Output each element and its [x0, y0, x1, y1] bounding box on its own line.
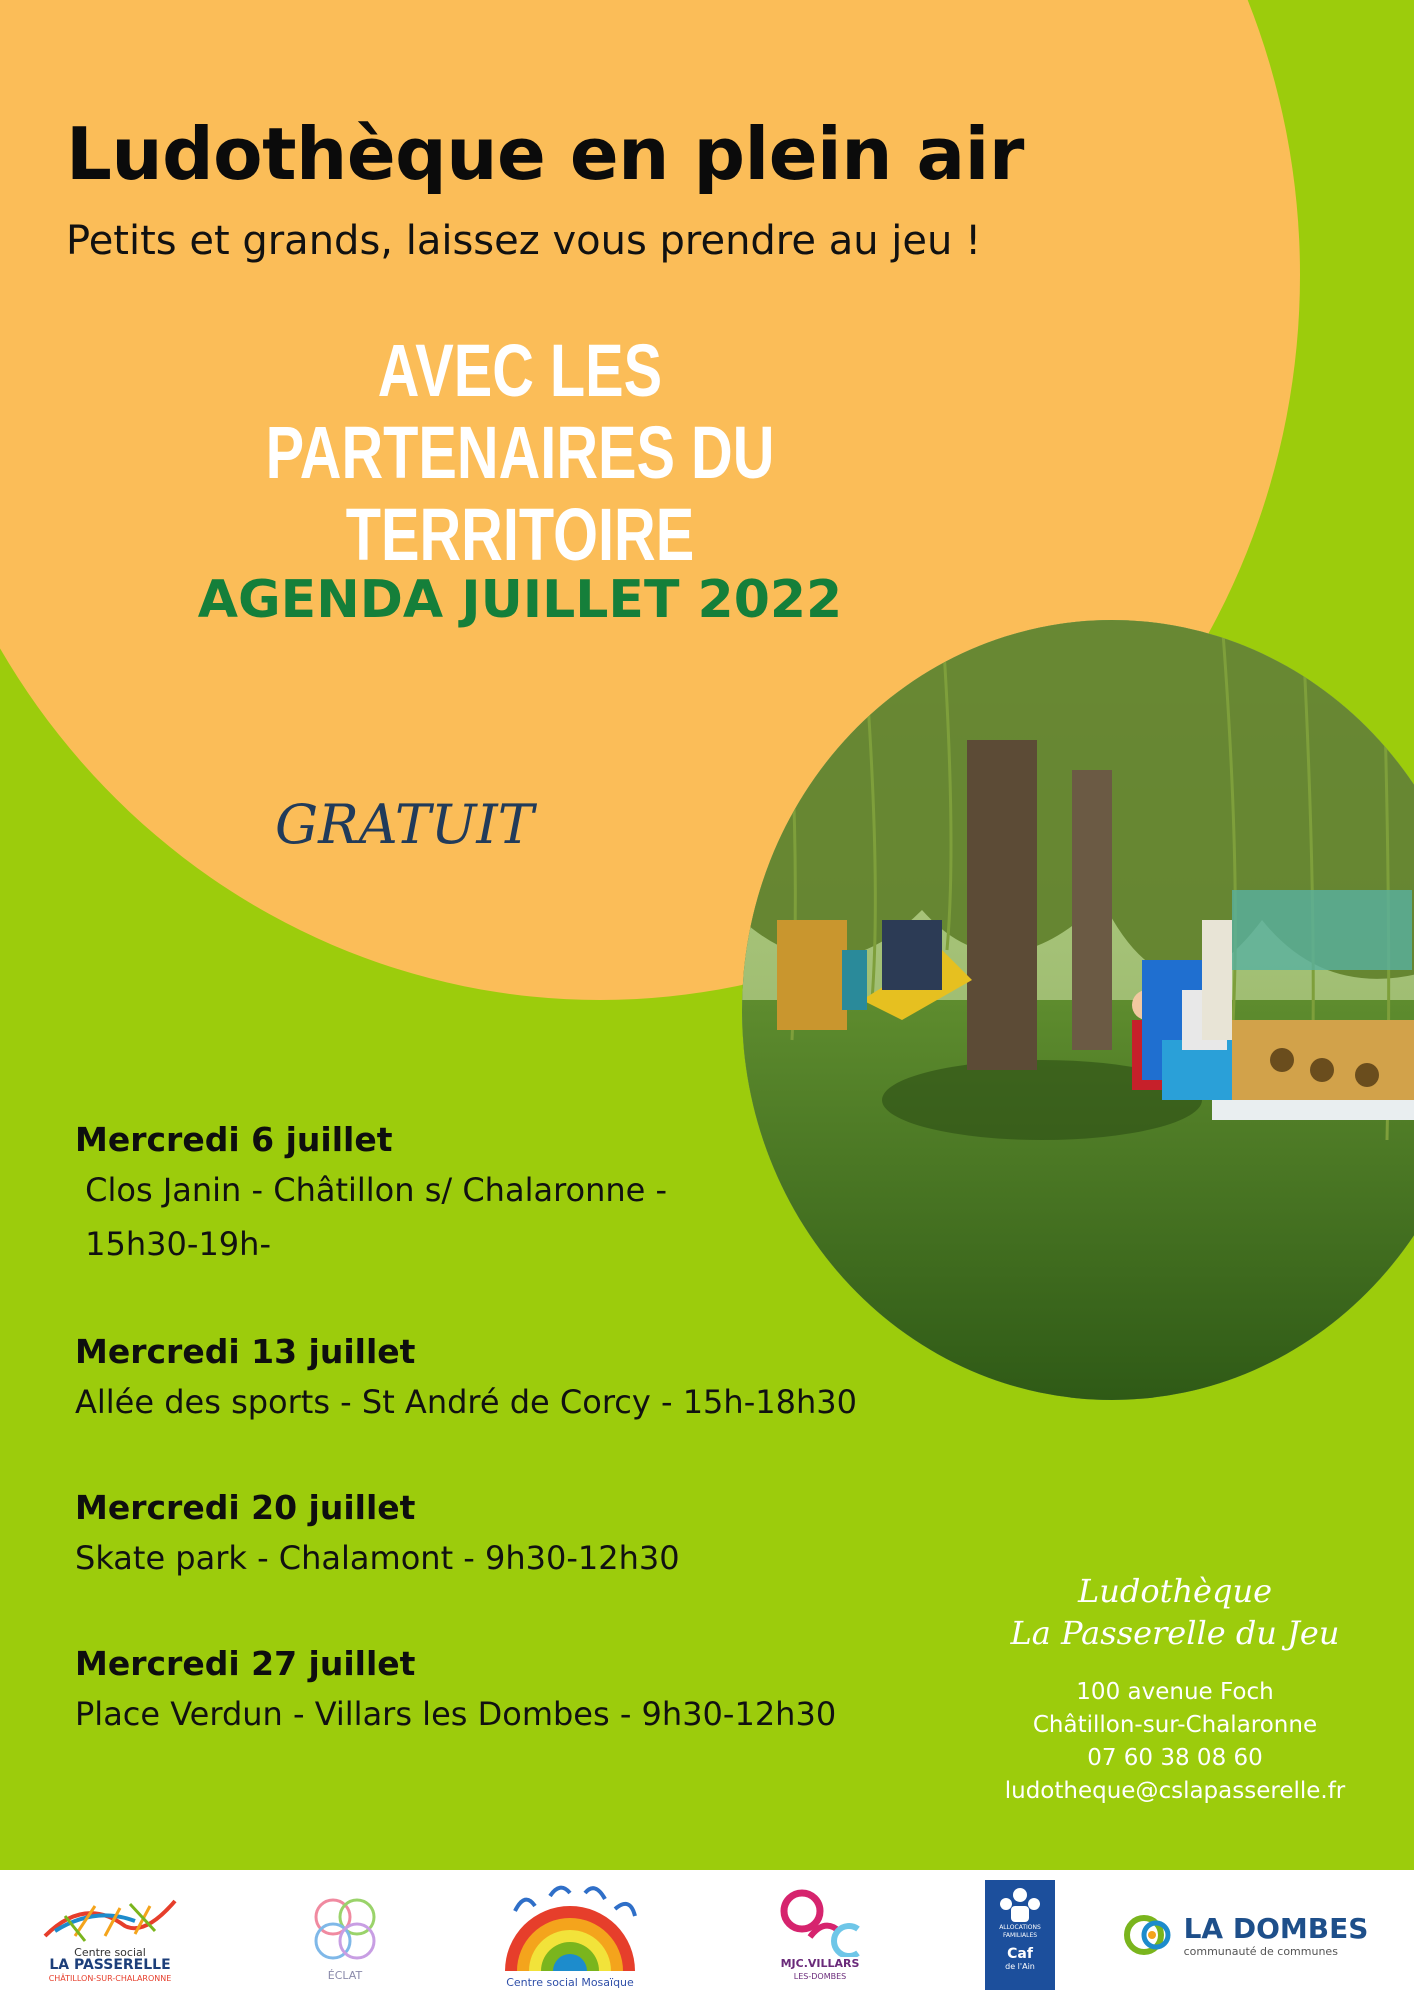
event-detail-line: 15h30-19h-	[75, 1225, 271, 1263]
la-dombes-logo	[1120, 1870, 1370, 2000]
la-dombes-line2: communauté de communes	[1183, 1944, 1338, 1958]
mjc-villars-line1: MJC.VILLARS	[780, 1957, 860, 1970]
page-subtitle: Petits et grands, laissez vous prendre au jeu !	[66, 218, 982, 264]
partner-logos-footer	[0, 1870, 1414, 2000]
mjc-villars-line2: LES-DOMBES	[793, 1972, 847, 1981]
event-detail-line: Clos Janin - Châtillon s/ Chalaronne -	[75, 1171, 668, 1209]
mosaique-logo	[480, 1870, 660, 2000]
la-passerelle-icon	[35, 1886, 185, 1946]
organizer-name-line1: Ludothèque	[1077, 1572, 1273, 1610]
mosaique-icon	[495, 1881, 645, 1976]
organizer-name-line2: La Passerelle du Jeu	[1010, 1614, 1340, 1652]
event-item	[75, 1120, 975, 1271]
la-dombes-text	[1184, 1913, 1369, 1958]
eclat-icon	[305, 1889, 385, 1969]
mjc-villars-icon	[770, 1887, 870, 1957]
organizer-email[interactable]: ludotheque@cslapasserelle.fr	[1004, 1778, 1346, 1804]
caf-line3: de l'Ain	[1005, 1962, 1035, 1971]
partners-heading-line1: AVEC LES PARTENAIRES DU	[265, 329, 775, 494]
free-label: GRATUIT	[275, 793, 534, 856]
organizer-phone: 07 60 38 08 60	[1087, 1745, 1263, 1771]
la-passerelle-line3: CHÂTILLON-SUR-CHALARONNE	[48, 1973, 172, 1983]
caf-line1: ALLOCATIONS FAMILIALES	[999, 1924, 1041, 1939]
partners-heading	[177, 330, 863, 576]
la-passerelle-line2: LA PASSERELLE	[49, 1956, 171, 1973]
event-detail: Skate park - Chalamont - 9h30-12h30	[75, 1539, 680, 1577]
page-title: Ludothèque en plein air	[66, 112, 1024, 196]
eclat-logo	[290, 1870, 400, 2000]
event-detail: Place Verdun - Villars les Dombes - 9h30-12h30	[75, 1695, 837, 1733]
event-date: Mercredi 20 juillet	[75, 1488, 416, 1527]
event-item	[75, 1644, 975, 1741]
mosaique-label: Centre social Mosaïque	[506, 1976, 634, 1989]
event-detail	[75, 1163, 975, 1271]
organizer-address: 100 avenue Foch	[1076, 1679, 1274, 1705]
partners-heading-line2: TERRITOIRE	[345, 493, 695, 576]
la-dombes-icon	[1122, 1913, 1176, 1957]
caf-logo	[975, 1870, 1065, 2000]
eclat-label: ÉCLAT	[327, 1968, 363, 1982]
la-dombes-line1: LA DOMBES	[1183, 1911, 1369, 1945]
event-date: Mercredi 13 juillet	[75, 1332, 416, 1371]
event-date: Mercredi 6 juillet	[75, 1120, 393, 1159]
agenda-heading: AGENDA JUILLET 2022	[197, 570, 843, 630]
organizer-contact	[960, 1676, 1390, 1808]
la-passerelle-logo	[30, 1870, 190, 2000]
la-passerelle-line1: Centre social	[74, 1945, 146, 1959]
event-item	[75, 1332, 975, 1429]
event-date: Mercredi 27 juillet	[75, 1644, 416, 1683]
mjc-villars-logo	[745, 1870, 895, 2000]
organizer-city: Châtillon-sur-Chalaronne	[1032, 1712, 1318, 1738]
event-item	[75, 1488, 975, 1585]
event-detail: Allée des sports - St André de Corcy - 15h-18h30	[75, 1383, 857, 1421]
caf-family-icon	[997, 1886, 1043, 1924]
organizer-name	[960, 1570, 1390, 1654]
caf-line2: Caf	[1007, 1946, 1033, 1962]
caf-badge	[985, 1880, 1055, 1990]
